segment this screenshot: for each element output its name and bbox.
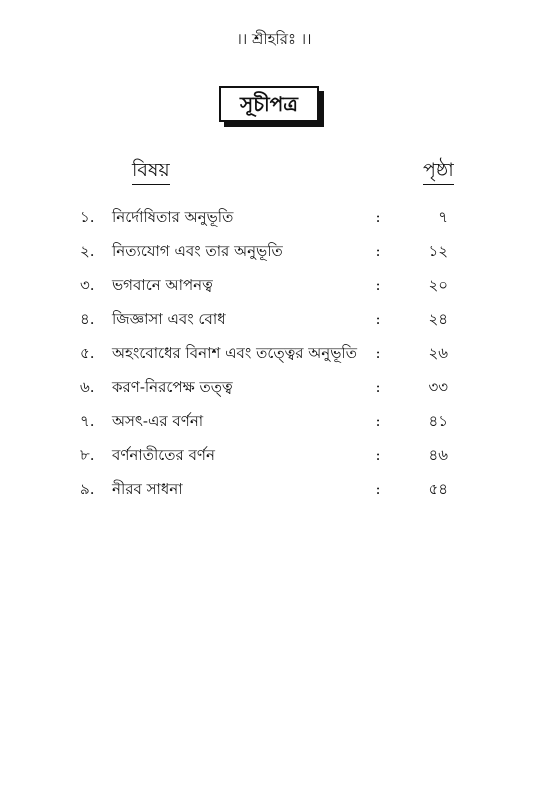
entry-page: ৪১: [428, 412, 448, 430]
entry-page: ৪৬: [428, 446, 448, 464]
entry-title: করণ-নিরপেক্ষ তত্ত্ব: [112, 378, 233, 396]
entry-separator: :: [375, 480, 381, 498]
toc-entry: [0, 234, 548, 268]
entry-page: ৭: [438, 208, 448, 226]
entry-number: ৪.: [80, 310, 95, 328]
entry-number: ৯.: [80, 480, 95, 498]
entry-page: ২৪: [428, 310, 448, 328]
entry-title: নিত্যযোগ এবং তার অনুভূতি: [112, 242, 283, 260]
toc-entry: [0, 438, 548, 472]
entry-page: ২৬: [428, 344, 448, 362]
entry-page: ১২: [428, 242, 448, 260]
toc-entry: [0, 302, 548, 336]
entry-number: ২.: [80, 242, 95, 260]
entry-page: ৫৪: [428, 480, 448, 498]
entry-separator: :: [375, 446, 381, 464]
entry-number: ১.: [80, 208, 95, 226]
title-box: [219, 86, 323, 126]
toc-entry: [0, 200, 548, 234]
entry-title: জিজ্ঞাসা এবং বোধ: [112, 310, 226, 328]
entry-number: ৫.: [80, 344, 95, 362]
entry-separator: :: [375, 242, 381, 260]
entry-page: ২০: [428, 276, 448, 294]
entry-page: ৩৩: [428, 378, 448, 396]
entry-separator: :: [375, 412, 381, 430]
page-column-header: পৃষ্ঠা: [423, 158, 454, 185]
entry-title: নীরব সাধনা: [112, 480, 183, 498]
entry-title: নির্দোষিতার অনুভূতি: [112, 208, 234, 226]
entry-separator: :: [375, 276, 381, 294]
toc-entry: [0, 370, 548, 404]
toc-entry: [0, 472, 548, 506]
entry-number: ৭.: [80, 412, 95, 430]
toc-entry: [0, 268, 548, 302]
entry-number: ৩.: [80, 276, 95, 294]
entry-title: বর্ণনাতীতের বর্ণন: [112, 446, 215, 464]
entry-separator: :: [375, 208, 381, 226]
entry-title: ভগবানে আপনত্ব: [112, 276, 213, 294]
entry-separator: :: [375, 310, 381, 328]
subject-column-header: বিষয়: [132, 158, 170, 185]
toc-entry: [0, 404, 548, 438]
invocation-header: ।। শ্রীহরিঃ ।।: [236, 30, 312, 48]
entry-number: ৬.: [80, 378, 95, 396]
entry-title: অসৎ-এর বর্ণনা: [112, 412, 204, 430]
page-title: সূচীপত্র: [219, 86, 319, 122]
entry-number: ৮.: [80, 446, 95, 464]
entry-separator: :: [375, 378, 381, 396]
entry-separator: :: [375, 344, 381, 362]
entry-title: অহংবোধের বিনাশ এবং তত্ত্বের অনুভূতি: [112, 344, 357, 362]
toc-entry: [0, 336, 548, 370]
